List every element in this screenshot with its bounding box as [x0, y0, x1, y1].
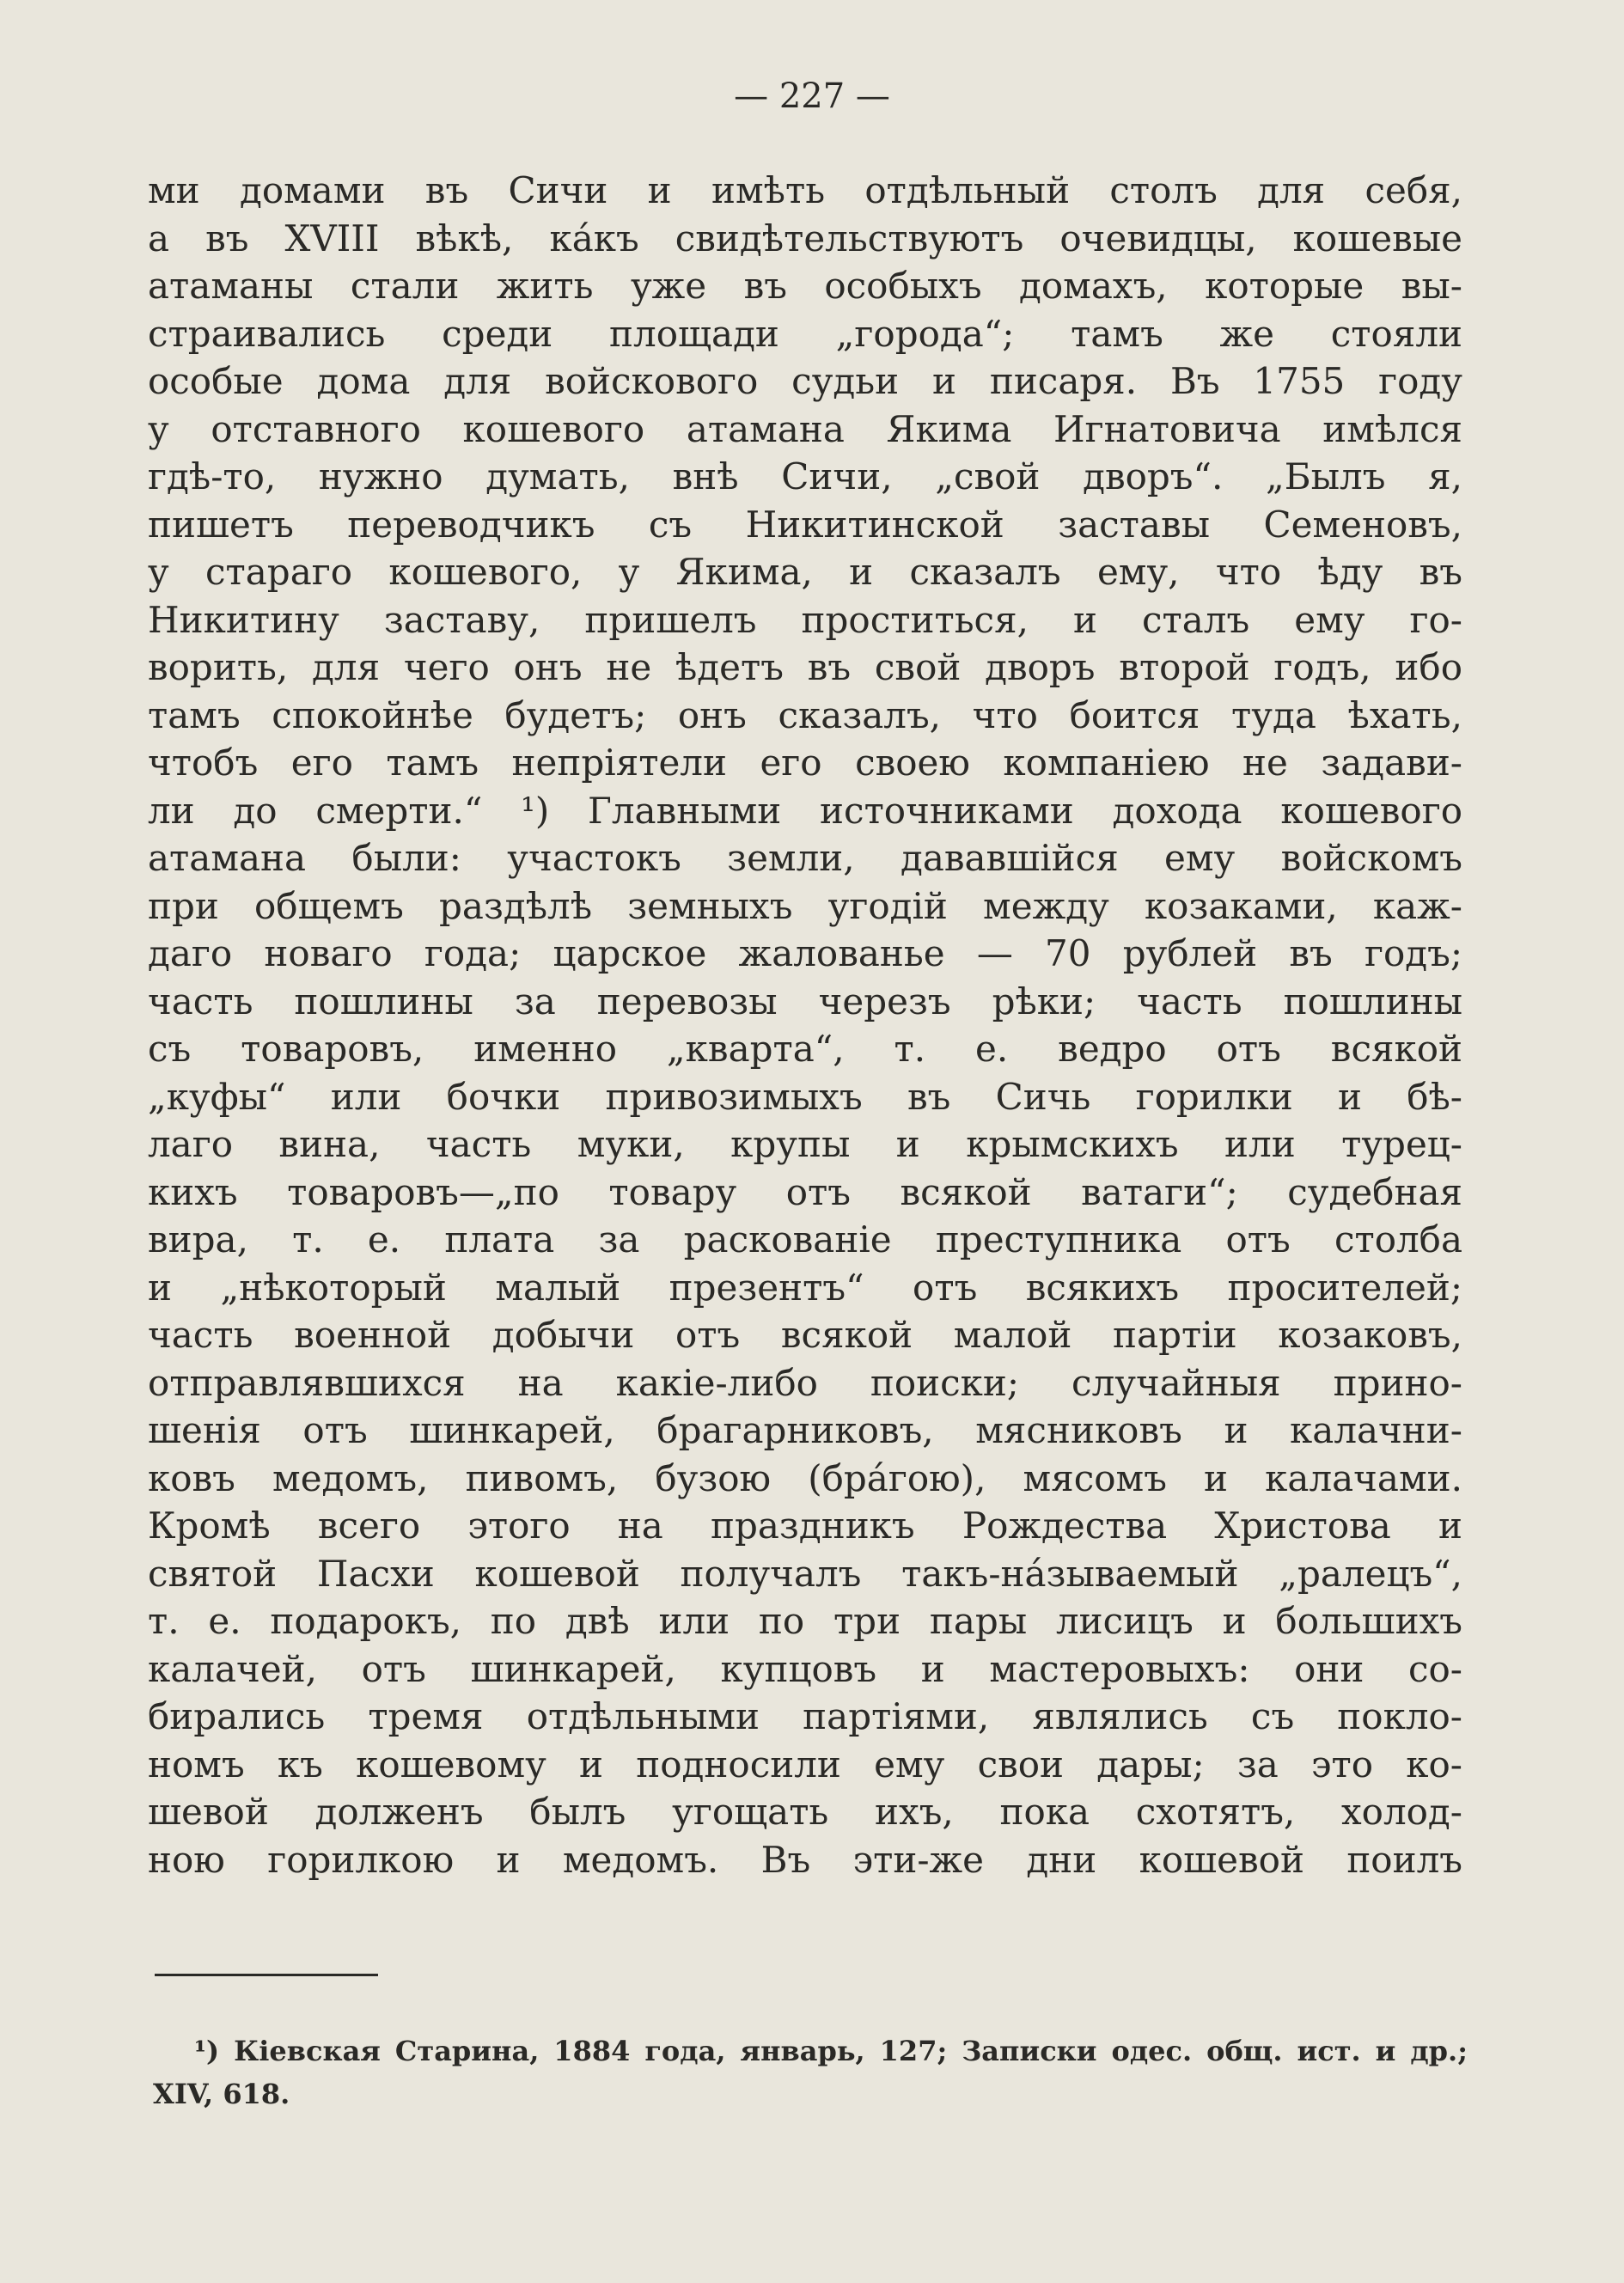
text-line: особые дома для войскового судьи и писаря. Въ 1755 году	[148, 360, 1462, 402]
text-line: Никитину заставу, пришелъ проститься, и сталъ ему го-	[148, 598, 1462, 641]
text-line: „куфы“ или бочки привозимыхъ въ Сичь горилки и бѣ-	[148, 1075, 1462, 1118]
footnote-divider	[155, 1974, 378, 1976]
text-line: калачей, отъ шинкарей, купцовъ и мастеровыхъ: они со-	[148, 1647, 1462, 1690]
text-line: гдѣ-то, нужно думать, внѣ Сичи, „свой дворъ“. „Былъ я,	[148, 455, 1462, 497]
text-line: вира, т. е. плата за раскованіе преступника отъ столба	[148, 1218, 1462, 1261]
text-line: пишетъ переводчикъ съ Никитинской заставы Семеновъ,	[148, 503, 1462, 546]
text-line: атаманы стали жить уже въ особыхъ домахъ, которые вы-	[148, 265, 1462, 307]
text-line: номъ къ кошевому и подносили ему свои дары; за это ко-	[148, 1743, 1462, 1786]
text-line: у отставного кошевого атамана Якима Игнатовича имѣлся	[148, 407, 1462, 450]
text-line: бирались тремя отдѣльными партіями, являлись съ покло-	[148, 1695, 1462, 1737]
text-line: шевой долженъ былъ угощать ихъ, пока схотятъ, холод-	[148, 1791, 1462, 1833]
page-number: — 227 —	[734, 76, 890, 116]
main-text	[148, 167, 1462, 1883]
text-line: чтобъ его тамъ непріятели его своею компаніею не задави-	[148, 742, 1462, 784]
text-line: страивались среди площади „города“; тамъ же стояли	[148, 312, 1462, 355]
text-line: атамана были: участокъ земли, дававшійся ему войскомъ	[148, 837, 1462, 879]
text-line: лаго вина, часть муки, крупы и крымскихъ или турец-	[148, 1123, 1462, 1165]
text-line: съ товаровъ, именно „кварта“, т. е. ведро отъ всякой	[148, 1028, 1462, 1070]
text-line: отправлявшихся на какіе-либо поиски; случайныя прино-	[148, 1361, 1462, 1404]
text-line: даго новаго года; царское жалованье — 70 рублей въ годъ;	[148, 932, 1462, 974]
text-line: шенія отъ шинкарей, брагарниковъ, мясниковъ и калачни-	[148, 1409, 1462, 1451]
text-line: ворить, для чего онъ не ѣдетъ въ свой дворъ второй годъ, ибо	[148, 646, 1462, 688]
footnote	[153, 2030, 1468, 2115]
text-line: кихъ товаровъ—„по товару отъ всякой ватаги“; судебная	[148, 1170, 1462, 1213]
text-line: у стараго кошевого, у Якима, и сказалъ ему, что ѣду въ	[148, 551, 1462, 593]
text-line: часть пошлины за перевозы черезъ рѣки; часть пошлины	[148, 980, 1462, 1022]
text-line: святой Пасхи кошевой получалъ такъ-на́зываемый „ралецъ“,	[148, 1552, 1462, 1595]
text-line: ли до смерти.“ ¹) Главными источниками дохода кошевого	[148, 789, 1462, 832]
text-line: тамъ спокойнѣе будетъ; онъ сказалъ, что боится туда ѣхать,	[148, 693, 1462, 736]
text-line: и „нѣкоторый малый презентъ“ отъ всякихъ просителей;	[148, 1266, 1462, 1309]
footnote-line: ¹) Кіевская Старина, 1884 года, январь, 127; Записки одес. общ. ист. и др.;	[194, 2035, 1468, 2067]
text-line: ми домами въ Сичи и имѣть отдѣльный столъ для себя,	[148, 169, 1462, 211]
text-line: т. е. подарокъ, по двѣ или по три пары лисицъ и большихъ	[148, 1600, 1462, 1642]
text-line: часть военной добычи отъ всякой малой партіи козаковъ,	[148, 1314, 1462, 1356]
text-line: Кромѣ всего этого на праздникъ Рождества Христова и	[148, 1505, 1462, 1547]
footnote-line: XIV, 618.	[153, 2078, 290, 2110]
text-line: при общемъ раздѣлѣ земныхъ угодій между козаками, каж-	[148, 884, 1462, 927]
text-line: ковъ медомъ, пивомъ, бузою (бра́гою), мясомъ и калачами.	[148, 1456, 1462, 1499]
text-line: ною горилкою и медомъ. Въ эти-же дни кошевой поилъ	[148, 1838, 1462, 1881]
text-line: а въ XVIII вѣкѣ, ка́къ свидѣтельствуютъ очевидцы, кошевые	[148, 217, 1462, 259]
